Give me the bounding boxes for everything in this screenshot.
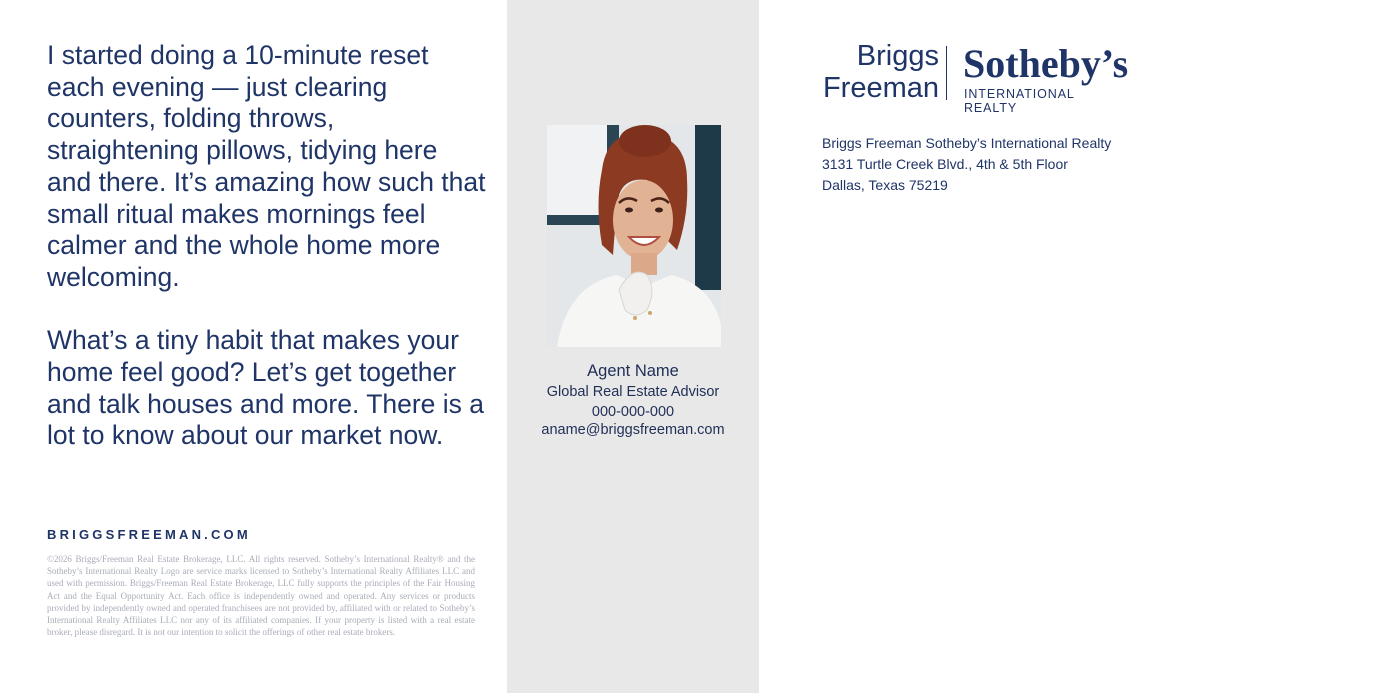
legal-disclaimer: ©2026 Briggs/Freeman Real Estate Brokerage, LLC. All rights reserved. Sotheby’s International Realty® and the Sotheby’s International Realty Logo are service marks licensed to Sotheby’s International Realty Affiliates LLC and used with permission. Briggs/Freeman Real Estate Brokerage, LLC fully supports the principles of the Fair Housing Act and the Equal Opportunity Act. Each office is independently owned and operated. Any services or products provided by independently owned and operated franchisees are not provided by, affiliated with or related to Sotheby’s International Realty Affiliates LLC nor any of its affiliated companies. If your property is listed with a real estate broker, please disregard. It is not our intention to solicit the offerings of other real estate brokers. (47, 554, 475, 638)
brand-logo (819, 40, 1129, 115)
office-street: 3131 Turtle Creek Blvd., 4th & 5th Floor (822, 156, 1068, 172)
logo-sothebys: Sotheby’s (963, 41, 1129, 86)
message-paragraph-2: What’s a tiny habit that makes your home feel good? Let’s get together and talk houses and more. There is a lot to know about our market now. (47, 325, 485, 451)
message-paragraph-1: I started doing a 10-minute reset each evening — just clearing counters, folding throws, straightening pillows, tidying here and there. It’s amazing how such that small ritual makes mornings feel calmer and the whole home more welcoming. (47, 40, 486, 292)
message-panel (0, 0, 507, 693)
address-panel (759, 0, 1392, 693)
office-city: Dallas, Texas 75219 (822, 177, 948, 193)
logo-tagline: INTERNATIONAL REALTY (964, 87, 1075, 115)
agent-panel (507, 0, 759, 693)
agent-title: Global Real Estate Advisor (546, 384, 720, 400)
agent-photo (547, 125, 721, 347)
logo-line-freeman: Freeman (822, 72, 939, 104)
logo-briggs-freeman (823, 40, 939, 104)
agent-info (507, 358, 759, 440)
agent-email[interactable]: aname@briggsfreeman.com (541, 422, 725, 438)
agent-name: Agent Name (587, 362, 679, 380)
message-text (47, 40, 487, 484)
office-name: Briggs Freeman Sotheby’s International Realty (822, 135, 1112, 151)
logo-divider (946, 46, 947, 100)
website-link[interactable]: BRIGGSFREEMAN.COM (47, 527, 251, 542)
agent-portrait-icon (547, 125, 721, 347)
office-address (822, 133, 1111, 196)
agent-phone[interactable]: 000-000-000 (591, 404, 675, 420)
logo-line-briggs: Briggs (856, 40, 939, 72)
